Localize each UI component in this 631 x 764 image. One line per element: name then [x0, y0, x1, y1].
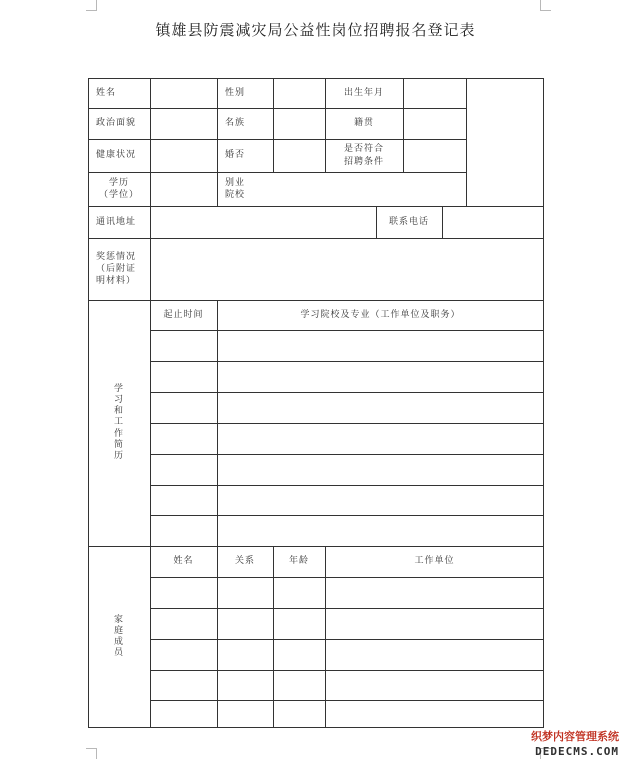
label-birth: 出生年月: [343, 87, 384, 98]
field-health[interactable]: [150, 139, 217, 172]
label-resume-section: 学 习 和 工 作 简 历: [113, 383, 124, 462]
field-address[interactable]: [150, 206, 376, 238]
field-education[interactable]: [150, 172, 217, 206]
label-health: 健康状况: [96, 150, 137, 161]
label-ethnicity: 名族: [225, 118, 246, 129]
label-graduate-school: 别业 院校: [225, 177, 246, 200]
crop-mark-top-left: [86, 0, 97, 11]
watermark-line-1: 织梦内容管理系统: [531, 730, 619, 743]
document-title: 镇雄县防震减灾局公益性岗位招聘报名登记表: [155, 21, 476, 39]
field-ethnicity[interactable]: [273, 108, 325, 139]
field-awards[interactable]: [150, 238, 544, 300]
field-graduate-school[interactable]: [273, 172, 466, 206]
photo-box[interactable]: [466, 78, 544, 206]
header-school-major: 学习院校及专业（工作单位及职务）: [300, 309, 461, 320]
field-name[interactable]: [150, 78, 217, 108]
registration-form: [88, 78, 544, 728]
field-qualify[interactable]: [403, 139, 466, 172]
header-period: 起止时间: [163, 309, 204, 320]
label-phone: 联系电话: [388, 216, 429, 227]
crop-mark-bottom-left: [86, 748, 97, 759]
field-native-place[interactable]: [403, 108, 466, 139]
label-awards: 奖惩情况 （后附证 明材料）: [96, 251, 137, 287]
label-marital: 婚否: [225, 150, 246, 161]
field-phone[interactable]: [442, 206, 544, 238]
crop-mark-top-right: [540, 0, 551, 11]
watermark: [531, 728, 619, 758]
label-name: 姓名: [96, 87, 117, 98]
label-education: 学历 （学位）: [98, 177, 139, 200]
field-politics[interactable]: [150, 108, 217, 139]
field-gender[interactable]: [273, 78, 325, 108]
watermark-line-2: DEDECMS.COM: [535, 745, 619, 758]
header-relation: 关系: [234, 556, 255, 567]
field-birth[interactable]: [403, 78, 466, 108]
header-workplace: 工作单位: [414, 556, 455, 567]
label-qualify: 是否符合 招聘条件: [343, 144, 384, 167]
label-gender: 性别: [225, 87, 246, 98]
label-address: 通讯地址: [96, 216, 137, 227]
label-native-place: 籍贯: [353, 118, 374, 129]
field-marital[interactable]: [273, 139, 325, 172]
label-politics: 政治面貌: [96, 118, 137, 129]
header-member-name: 姓名: [173, 556, 194, 567]
label-family-section: 家 庭 成 员: [113, 614, 124, 659]
header-age: 年龄: [288, 556, 309, 567]
